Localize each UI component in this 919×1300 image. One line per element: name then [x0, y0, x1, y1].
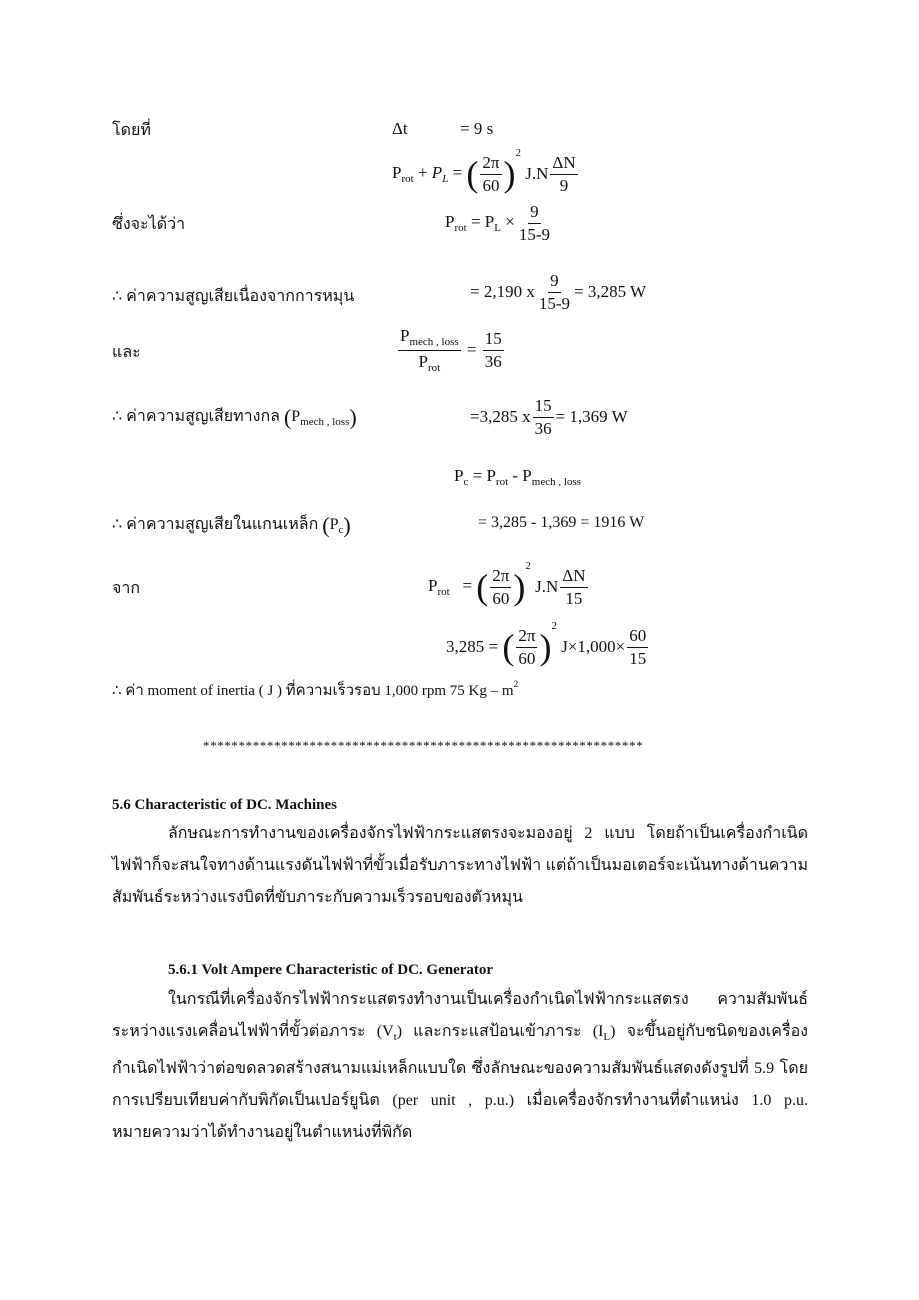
label-rot-loss: ∴ ค่าความสูญเสียเนื่องจากการหมุน [112, 288, 355, 305]
frac-den: 15 [565, 588, 583, 608]
label-mech-loss: ∴ ค่าความสูญเสียทางกล $(P_{mech , loss})$ [112, 404, 357, 430]
frac-num: ΔN [560, 566, 587, 588]
section-heading-5-6: 5.6 Characteristic of DC. Machines [112, 797, 337, 813]
frac-den: 36 [484, 351, 502, 371]
exponent: 2 [515, 147, 521, 159]
label-jak: จาก [112, 580, 141, 597]
moment-line: ∴ ค่า moment of inertia ( J ) ที่ความเร็วรอบ 1,000 rpm 75 Kg – $m^2$ [112, 679, 519, 699]
frac-den: $P_{rot}$ [418, 351, 441, 374]
eq-prot-plus-pl: $P_{rot} + P_L$ = ( $\frac{2\pi}{60}$ )$^2$ J.N $\frac{\Delta N}{9}$ [392, 147, 576, 195]
eq-inertia-solve: 3,285 = ( $\frac{2\pi}{60}$ )$^2$ J×1,000× $\frac{60}{15}$ [446, 620, 647, 668]
label-doi: โดยที่ [112, 122, 151, 139]
frac-den: 60 [518, 648, 536, 668]
frac-num: 15 [483, 329, 504, 351]
eq-prot-inertia: $P_{rot}$ = ( $\frac{2\pi}{60}$ )$^2$ J.N $\frac{\Delta N}{15}$ [428, 560, 586, 608]
label-core-loss: ∴ ค่าความสูญเสียในแกนเหล็ก $(P_c)$ [112, 512, 351, 538]
frac-num: 60 [627, 626, 648, 648]
eq-prot-pl: $P_{rot} = P_L$ × $\frac{9}{15-9}$ [445, 202, 550, 244]
eq-mech-ratio: $\frac{P_{mech , loss}}{P_{rot}}$ = $\frac{15}{36}$ [400, 326, 502, 374]
left-paren: ( [466, 154, 479, 195]
frac-num: 9 [548, 271, 561, 293]
eq-mech-loss-value: =3,285 x $\frac{15}{36}$ = 1,369 W [470, 396, 628, 438]
frac-den: 15 [629, 648, 647, 668]
eq-core-loss-value: = 3,285 - 1,369 = 1916 W [478, 514, 645, 531]
frac-num: $P_{mech , loss}$ [398, 326, 461, 351]
eq-rot-loss-value: = 2,190 x $\frac{9}{15-9}$ = 3,285 W [470, 271, 647, 313]
frac-num: 2π [490, 566, 511, 588]
eq-dt-lhs: Δt [392, 119, 408, 138]
right-paren: ) [503, 154, 516, 195]
frac-den: 15-9 [538, 293, 571, 313]
label-lae: และ [112, 344, 141, 361]
paragraph-5-6-1: ในกรณีที่เครื่องจักรไฟฟ้ากระแสตรงทำงานเป็นเครื่องกำเนิดไฟฟ้ากระแสตรง ความสัมพันธ์ระหว่างแรงเคลื่อนไฟฟ้าที่ขั้วต่อภาระ $(V_t)$ และกระแสป้อนเข้าภาระ $(I_L)$ จะขึ้นอยู่กับชนิดของเครื่องกำเนิดไฟฟ้าว่าต่อขดลวดสร้างสนามแม่เหล็กแบบใด ซึ่งลักษณะของความสัมพันธ์แสดงดังรูปที่ 5.9 โดยการเปรียบเทียบค่ากับพิกัดเป็นเปอร์ยูนิต (per unit , p.u.) เมื่อเครื่องจักรทำงานที่ตำแหน่ง 1.0 p.u. หมายความว่าได้ทำงานอยู่ในตำแหน่งที่พิกัด [112, 991, 808, 1141]
jn-term: J.N [525, 164, 549, 184]
frac-den: 60 [492, 588, 510, 608]
frac-num: 2π [480, 153, 501, 175]
eq-dt-rhs: = 9 s [460, 119, 494, 138]
frac-den: 36 [534, 418, 552, 438]
frac-den: 9 [559, 175, 569, 195]
frac-den: 15-9 [518, 224, 550, 244]
paragraph-5-6: ลักษณะการทำงานของเครื่องจักรไฟฟ้ากระแสตรงจะมองอยู่ 2 แบบ โดยถ้าเป็นเครื่องกำเนิดไฟฟ้าก็จะสนใจทางด้านแรงดันไฟฟ้าที่ขั้วเมื่อรับภาระทางไฟฟ้า แต่ถ้าเป็นมอเตอร์จะเน้นทางด้านความสัมพันธ์ระหว่างแรงบิดที่ขับภาระกับความเร็วรอบของตัวหมุน [112, 825, 808, 906]
frac-num: 15 [533, 396, 554, 418]
frac-num: 2π [516, 626, 537, 648]
frac-num: 9 [528, 202, 541, 224]
frac-den: 60 [482, 175, 500, 195]
eq-pc-def: $P_c = P_{rot} - P_{mech , loss}$ [454, 466, 581, 488]
section-heading-5-6-1: 5.6.1 Volt Ampere Characteristic of DC. Generator [168, 962, 494, 978]
separator-stars: ************************************************************** [203, 738, 644, 753]
label-sueng: ซึ่งจะได้ว่า [112, 216, 186, 233]
frac-num: ΔN [550, 153, 577, 175]
